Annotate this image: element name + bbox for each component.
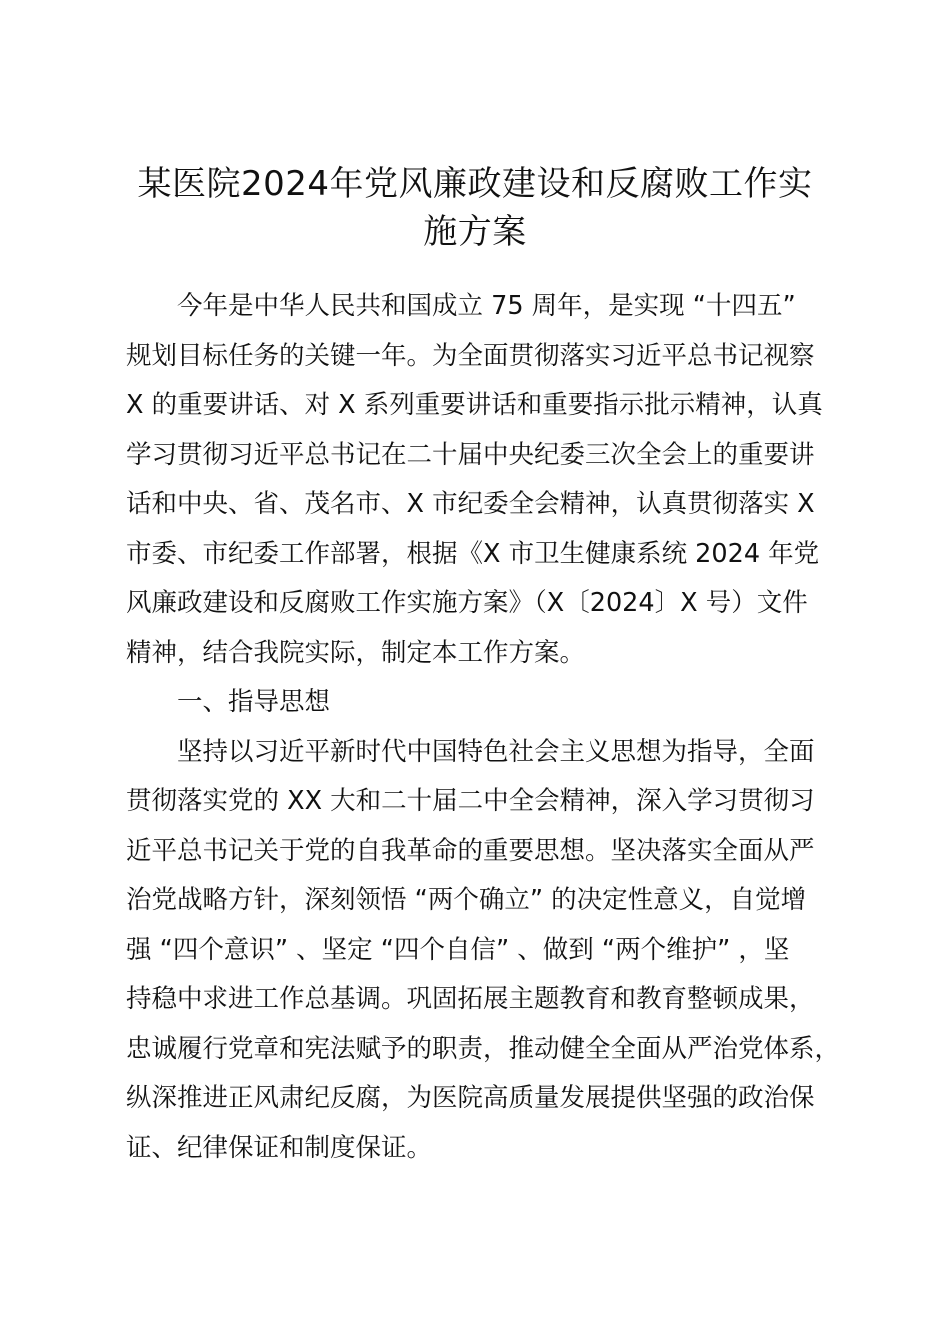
paragraph-line: 坚持以习近平新时代中国特色社会主义思想为指导，全面 [177,736,815,767]
guiding-ideology-paragraph [126,728,846,1174]
paragraph-line: 治党战略方针，深刻领悟 “两个确立” 的决定性意义，自觉增 [126,885,807,915]
paragraph-line: 忠诚履行党章和宪法赋予的职责，推动健全全面从严治党体系， [126,1033,841,1064]
paragraph-line: 学习贯彻习近平总书记在二十届中央纪委三次全会上的重要讲 [126,439,815,470]
paragraph-line: 贯彻落实党的 XX 大和二十届二中全会精神，深入学习贯彻习 [126,786,815,816]
paragraph-line: 话和中央、省、茂名市、X 市纪委全会精神，认真贯彻落实 X [126,489,815,519]
section-heading-guiding-ideology: 一、指导思想 [177,687,331,717]
paragraph-line: X 的重要讲话、对 X 系列重要讲话和重要指示批示精神，认真 [126,390,823,420]
document-title-line-2: 施方案 [423,212,527,252]
paragraph-line: 今年是中华人民共和国成立 75 周年，是实现 “十四五” [177,291,796,321]
paragraph-line: 规划目标任务的关键一年。为全面贯彻落实习近平总书记视察 [126,340,815,371]
paragraph-line: 风廉政建设和反腐败工作实施方案》（X〔2024〕X 号）文件 [126,588,808,618]
paragraph-line: 市委、市纪委工作部署，根据《X 市卫生健康系统 2024 年党 [126,538,820,569]
paragraph-line: 精神，结合我院实际，制定本工作方案。 [126,637,586,668]
paragraph-line: 证、纪律保证和制度保证。 [126,1132,433,1163]
intro-paragraph [126,282,846,678]
paragraph-line: 纵深推进正风肃纪反腐，为医院高质量发展提供坚强的政治保 [126,1083,815,1113]
paragraph-line: 强 “四个意识” 、坚定 “四个自信” 、做到 “两个维护” ，坚 [126,934,790,965]
document-body [126,282,846,1173]
paragraph-line: 近平总书记关于党的自我革命的重要思想。坚决落实全面从严 [126,835,815,866]
document-title-line-1: 某医院2024年党风廉政建设和反腐败工作实 [137,164,813,204]
paragraph-line: 持稳中求进工作总基调。巩固拓展主题教育和教育整顿成果， [126,984,815,1014]
